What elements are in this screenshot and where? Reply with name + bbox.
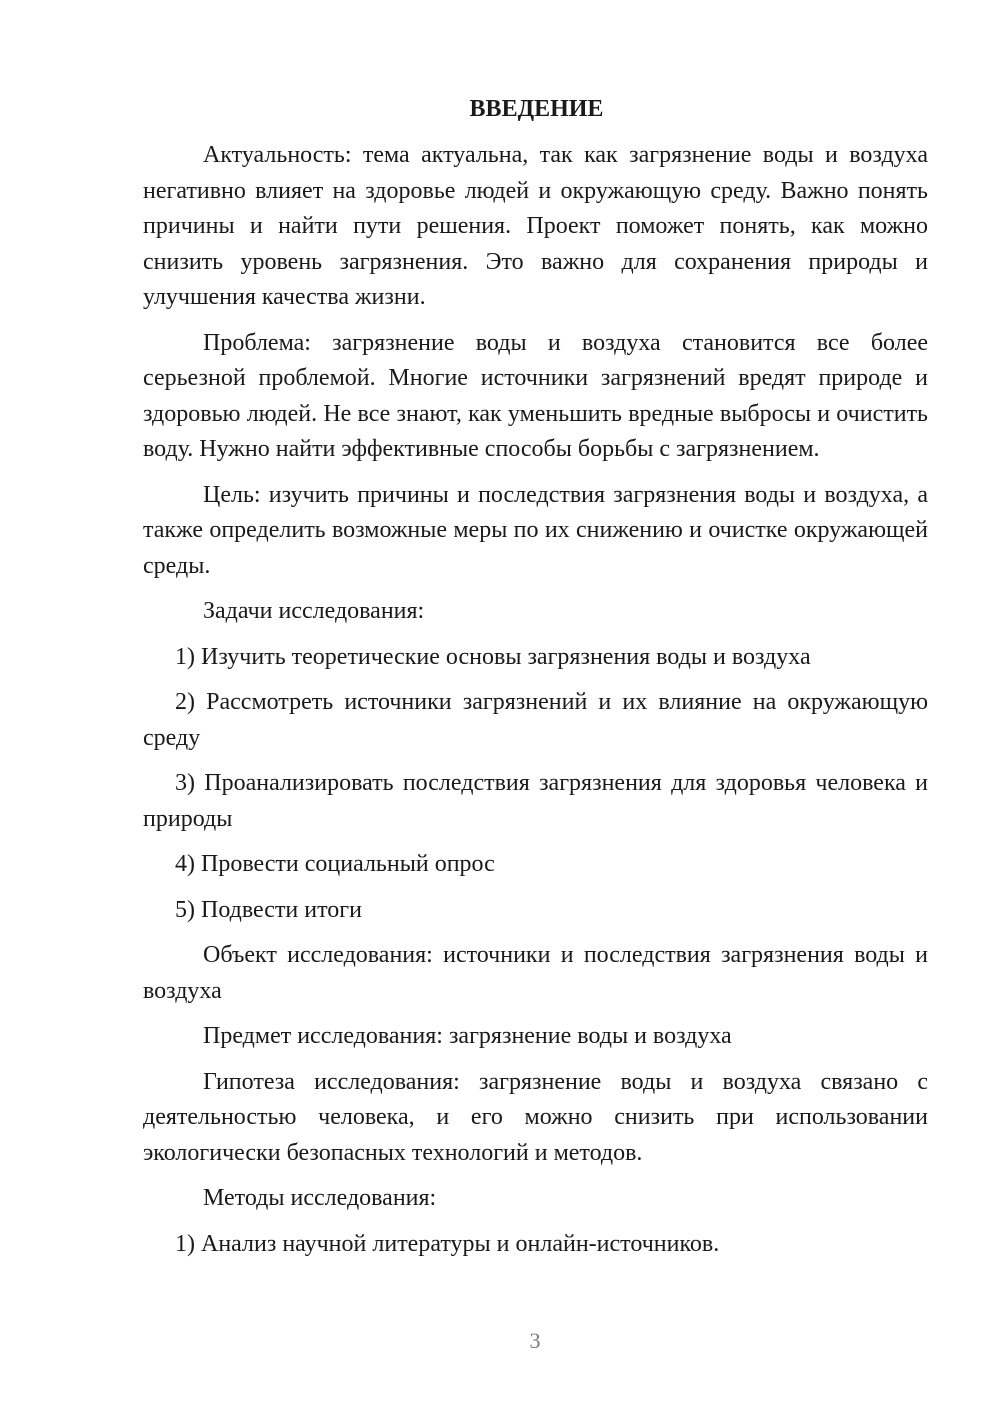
object-paragraph: Объект исследования: источники и последствия загрязнения воды и воздуха	[143, 942, 928, 1004]
problem-paragraph: Проблема: загрязнение воды и воздуха становится все более серьезной проблемой. Многие источники загрязнений вредят природе и здоровью людей. Не все знают, как уменьшить вредные выбросы и очистить воду. Нужно найти эффективные способы борьбы с загрязнением.	[143, 329, 928, 462]
page-number: 3	[529, 1328, 541, 1353]
task-item: 1) Изучить теоретические основы загрязнения воды и воздуха	[175, 643, 811, 670]
task-item: 2) Рассмотреть источники загрязнений и их влияние на окружающую среду	[143, 689, 928, 751]
hypothesis-paragraph: Гипотеза исследования: загрязнение воды и воздуха связано с деятельностью человека, и его можно снизить при использовании экологически безопасных технологий и методов.	[143, 1068, 928, 1166]
document-body	[143, 92, 928, 1272]
task-item: 5) Подвести итоги	[175, 896, 362, 923]
method-item: 1) Анализ научной литературы и онлайн-источников.	[175, 1230, 720, 1257]
section-title: ВВЕДЕНИЕ	[469, 96, 604, 122]
tasks-heading: Задачи исследования:	[203, 598, 425, 624]
task-item: 3) Проанализировать последствия загрязнения для здоровья человека и природы	[143, 770, 928, 832]
task-item: 4) Провести социальный опрос	[175, 851, 495, 877]
subject-paragraph: Предмет исследования: загрязнение воды и воздуха	[203, 1023, 732, 1049]
relevance-paragraph: Актуальность: тема актуальна, так как загрязнение воды и воздуха негативно влияет на здоровье людей и окружающую среду. Важно понять причины и найти пути решения. Проект поможет понять, как можно снизить уровень загрязнения. Это важно для сохранения природы и улучшения качества жизни.	[143, 142, 928, 310]
goal-paragraph: Цель: изучить причины и последствия загрязнения воды и воздуха, а также определить возможные меры по их снижению и очистке окружающей среды.	[143, 481, 928, 579]
methods-heading: Методы исследования:	[203, 1185, 437, 1211]
